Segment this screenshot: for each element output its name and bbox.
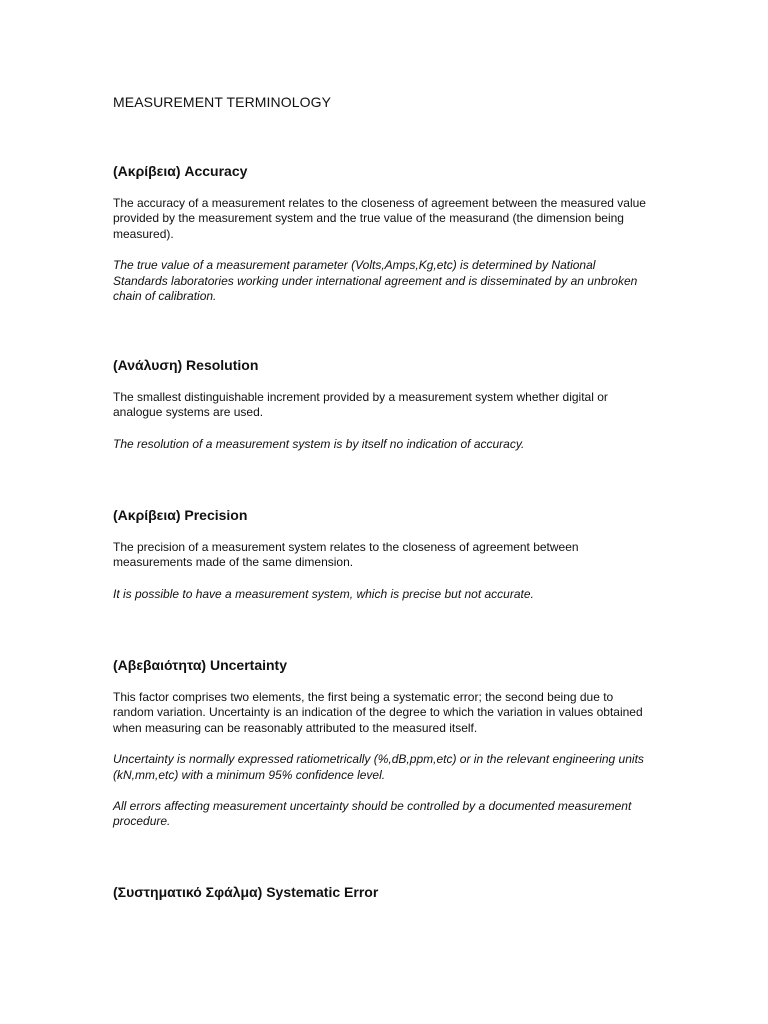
section-systematic-error [113,884,653,917]
paragraph-note: The resolution of a measurement system is by itself no indication of accuracy. [113,436,525,451]
section-heading-accuracy: (Ακρίβεια) Accuracy [113,163,248,179]
section-heading-systematic-error: (Συστηματικό Σφάλμα) Systematic Error [113,884,379,900]
paragraph: The precision of a measurement system relates to the closeness of agreement between measurements made of the same dimension. [113,540,579,570]
paragraph: The accuracy of a measurement relates to the closeness of agreement between the measured value provided by the measurement system and the true value of the measurand (the dimension being measured). [113,196,646,241]
paragraph-note: Uncertainty is normally expressed ratiometrically (%,dB,ppm,etc) or in the relevant engineering units (kN,mm,etc) with a minimum 95% confidence level. [113,752,644,782]
paragraph-note: The true value of a measurement parameter (Volts,Amps,Kg,etc) is determined by National Standards laboratories working under international agreement and is disseminated by an unbroken chain of calibration. [113,258,638,304]
paragraph-note: It is possible to have a measurement system, which is precise but not accurate. [113,586,534,601]
paragraph: The smallest distinguishable increment provided by a measurement system whether digital or analogue systems are used. [113,390,608,420]
paragraph-note: All errors affecting measurement uncertainty should be controlled by a documented measurement procedure. [113,799,632,829]
section-heading-uncertainty: (Αβεβαιότητα) Uncertainty [113,657,288,673]
section-uncertainty [113,657,653,846]
section-heading-precision: (Ακρίβεια) Precision [113,507,248,523]
section-precision [113,507,653,618]
paragraph: This factor comprises two elements, the first being a systematic error; the second being due to random variation. Uncertainty is an indication of the degree to which the variation in values obtained when measuring can be reasonably attributed to the measured itself. [113,690,643,735]
section-heading-resolution: (Ανάλυση) Resolution [113,357,259,373]
section-accuracy [113,163,653,320]
section-resolution [113,357,653,468]
document-title: MEASUREMENT TERMINOLOGY [113,94,332,110]
